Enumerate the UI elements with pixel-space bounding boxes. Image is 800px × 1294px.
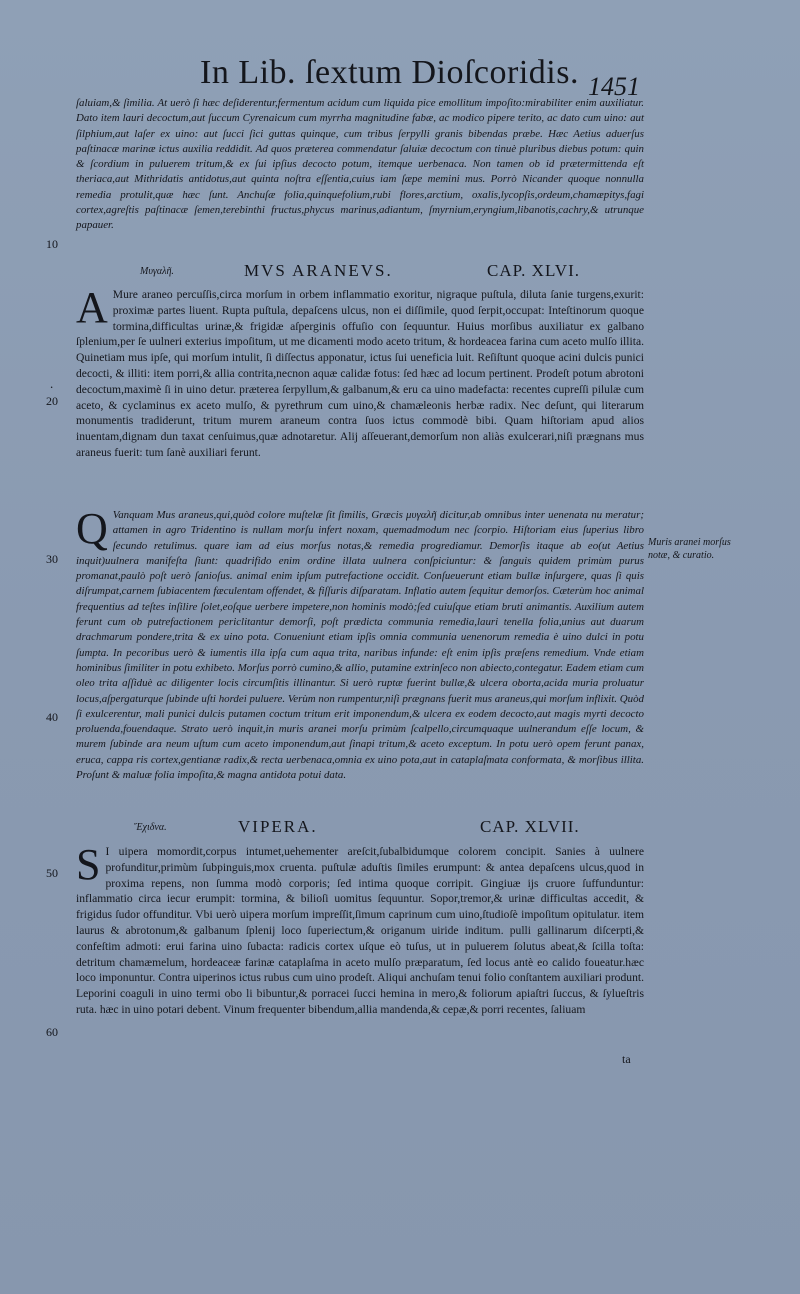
running-title: In Lib. ſextum Dioſcoridis. xyxy=(200,54,579,91)
margin-note: Muris aranei morſus notæ, & curatio. xyxy=(648,537,731,561)
chapter-number: CAP. XLVII. xyxy=(480,817,580,836)
drop-capital: A xyxy=(76,283,108,332)
chapter-number: CAP. XLVI. xyxy=(487,261,580,280)
drop-capital: S xyxy=(76,840,101,889)
greek-heading: Μυγαλῆ. xyxy=(140,266,174,277)
line-number: 20 xyxy=(46,394,58,408)
commentary-text: Vanquam Mus araneus,qui,quòd colore muſtelæ ſit ſimilis, Græcis μυγαλῆ dicitur,ab omnibus inter uenenata nu meratur; attamen in agro Tridentino is nullam morſu infert noxam, quemadmodum nec ſcorpio. Hiſtoriam eius ſuperius libro ſecundo retulimus. quare iam ad eius morſus notas,& remedia progrediamur. Demorſis itaque ab eo(ut Aetius inquit)uulnera manifeſta ſiunt: quadrifido enim ordine illata uulnera conſpiciuntur: & ſanguis quidem primùm purus promanat,paulò poſt uerò ſanioſus. animal enim ipſum putrefactione occidit. Conſueuerunt etiam bullæ inſurgere, quas ſi quis diſrumpat,carnem ſubiacentem fæculentam offendet, & fiſſuris diſparatam. Inflatio autem ſequitur demorſos. Cæterùm hoc animal frequentius ad teſtes inſilire ſolet,eoſque uerbere impetere,non hominis modò;ſed cuiuſque etiam bruti animantis. Auxilium autem ferunt cum ob putrefactionem periclitantur demorſi, poſt prædicta communia remedia,lauri tenella folia,unius aut duarum drachmarum pondere,trita & ex uino pota. Conueniunt etiam ipſis omnia communia uenenorum remedia è uino dulci in potu ſumpta. In pecoribus uerò & iumentis illa ipſa cum aqua trita, naribus infunde: eſt enim ipſis præſens remedium. Vnde etiam hominibus ſimiliter in potu exhibeto. Morſus porrò cumino,& allio, putamine extrinſeco non abiecto,contegatur. Eadem etiam cum oleo trita aſſiduè ac diligenter locis circumſitis illinantur. Si uerò ruptæ fuerint bullæ,& ulcera oborta,acida muria proluatur locus,aſpergaturque ſubinde uſti hordei puluere. Verùm non rumpentur,niſi prægnans fuerit mus araneus,qui morſum inflixit. Quòd ſi exulcerentur, mali punici dulcis putamen coctum tritum erit imponendum,& ulcera ex eodem decocto,aut magis myrti decocto proluenda,fouendaque. Strato uerò inquit,in muris aranei morſu primùm ſcalpello,circumquaque uulnerandum eſſe locum, & murem ſubinde ara neum uſtum cum aceto imponendum,aut ſinapi tritum,& aceto exceptum. In potu uerò opem ferunt panax, eruca, cappa ris cortex,gentianæ radix,& recta uerbenaca,omnia ex uino pota,aut in cataplaſmata conformata, & morſibus illita. Proſunt & maluæ folia impoſita,& magna antidota potui data. xyxy=(76,509,644,782)
section-heading-mus-araneus xyxy=(0,258,800,286)
body-text: I uipera momordit,corpus intumet,uehementer areſcit,ſubalbidumque colorem concipit. Sanies à uulnere profunditur,primùm ſubpinguis,mox cruenta. puſtulæ aduſtis ſimiles erumpunt: & antea depaſcens ulcus,quod in proxima repens, non ſumma modò corporis; ſed intima quoque corripit. Gingiuæ ijs cruore ſuffunduntur: inflammatio circa iecur erumpit: tormina, & bilioſi uomitus ſequuntur. Sopor,tremor,& urinæ difficultas accedit, & frigidus ſudor offunditur. Vbi uerò uipera morſum impreſſit,ſimum caprinum cum uino,ſtudioſè impoſitum opitulatur. item laurus & abrotonum,& galbanum ſplenij loco ſuperiectum,& origanum uiride inditum. pulli gallinarum diſcerpti,& confeſtim admoti: erui farina uino ſubacta: radicis cortex uſque eò tuſus, ut in puluerem ſolutus abeat,& ſcilla toſta: detritum chamæmelum, hordeaceæ farinæ cataplaſma in aceto mulſo præparatum, ſed locus antè eo calido foueatur.hæc loco imponuntur. Contra uiperinos ictus rubus cum uino prodeſt. Aliqui anchuſam tenui folio conſtantem auxiliari produnt. Leporini coaguli in uino termi obo li bibuntur,& porracei ſucci hemina in mero,& foliorum apiaſtri ſuccus, & ſylueſtris ruta. hæc in uino potari debent. Vinum frequenter bibendum,allia mandenda,& cepæ,& porri recentes, ſaliuam xyxy=(76,845,644,1016)
greek-heading: Ἔχιδνα. xyxy=(134,822,167,833)
section-title: VIPERA. xyxy=(238,817,318,836)
body-text: Mure araneo percuſſis,circa morſum in orbem inflammatio exoritur, nigraque puſtula, diluta ſanie turgens,exurit: proximæ partes liuent. Rupta puſtula, depaſcens ulcus, non ei diſſimile, quod ſerpit,occupat: Inteſtinorum quoque tormina,difficultas urinæ,& frigidæ aſperginis offuſio con ſequuntur. Huius morſibus auxiliatur ex galbano ſplenium,per ſe uulneri exterius impoſitum, ut me dicamenti modo aceto tritum, & hordeacea farina cum aceto mulſo illita. Quinetiam mus ipſe, qui morſum intulit, ſi diſſectus apponatur, ictus ſui ueneficia luit. Reſiſtunt quoque acini dulcis punici decocti, & illiti: item porri,& allia contrita,necnon aquæ calidæ fotus: ſed hæc ad locum pertinent. Prodeſt potum abrotoni decoctum,maximè ſi in uino detur. præterea ſerpyllum,& galbanum,& eru ca uino madefacta: recentes cupreſſi pilulæ cum aceto, & cyclaminus ex aceto mulſo, & pyrethrum cum uino,& chamæleonis herbæ radix. Nec deſunt, qui literarum monumentis tradiderunt, tritum murem araneum contra ſuos ictus commodè bibi. Quam hiſtoriam apud alios inuentam,dignam dun taxat cenſuimus,quæ adnotaretur. Alij aſſeuerant,demorſum non aliàs exulcerari,niſi prægnans mus araneus fuerit: tum ſanè auxiliari ferunt. xyxy=(76,288,644,459)
intro-paragraph: ſaluiam,& ſimilia. At uerò ſi hæc deſiderentur,fermentum acidum cum liquida pice emollitum impoſito:mirabiliter enim auxiliatur. Dato item lauri decoctum,aut ſuccum Cyrenaicum cum myrrha magnitudine fabæ, ac modico pipere terito, ac dato cum uino: aut ſilphium,aut laſer ex uino: aut ſucci ſici guttas quinque, cum tribus ſerpylli granis bibendas præbe. Hæc Aetius aduerſus paſtinacæ marinæ ictus auxilia reddidit. Ad quos præterea commendatur ſaluiæ decoctum con tinuè pluribus diebus potum: quin & ſcordium in puluerem tritum,& ex ſui ipſius decocto potum, itemque uerbenaca. Non tamen ob id prætermittenda eſt theriaca,aut Mithridatis antidotus,aut quinta noſtra eſſentia,cuius iam ſæpe memini mus. Porrò Nicander quoque nonnulla remedia protulit,quæ hæc ſunt. Anchuſæ folia,quinquefolium,rubi flores,arctium, oxalis,lycopſis,ordeum,chamæpitys,fagi cortex,agreſtis paſtinacæ ſemen,terebinthi fructus,phycus marinus,adiantum, ſmyrnium,eryngium,libanotis,cachry,& utrunque papauer. xyxy=(76,97,644,232)
line-number: 50 xyxy=(46,866,58,880)
line-number: 40 xyxy=(46,710,58,724)
drop-capital: Q xyxy=(76,504,108,553)
section-title: MVS ARANEVS. xyxy=(244,261,393,280)
line-number: 60 xyxy=(46,1025,58,1039)
margin-dot: . xyxy=(50,376,54,391)
commentary-mus-araneus xyxy=(76,504,644,783)
page-header xyxy=(0,50,800,100)
catchword: ta xyxy=(622,1052,631,1066)
folio-number: 1451 xyxy=(588,72,640,101)
line-number: 10 xyxy=(46,237,58,251)
section-heading-vipera xyxy=(0,814,800,842)
line-number: 30 xyxy=(46,552,58,566)
vipera-text xyxy=(76,840,644,1018)
mus-araneus-text xyxy=(76,283,644,461)
